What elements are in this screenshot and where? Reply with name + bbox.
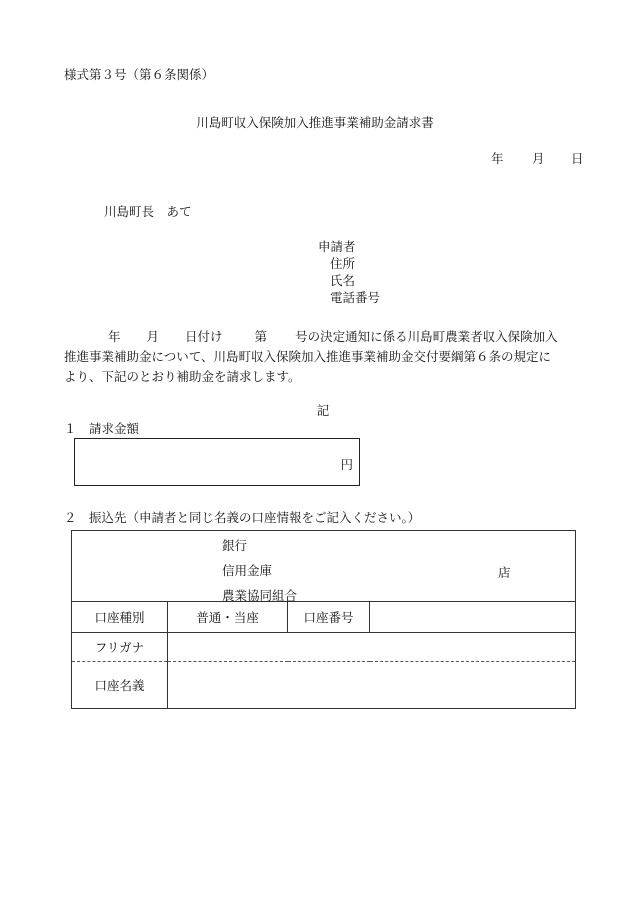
- account-type-value[interactable]: 普通・当座: [168, 602, 288, 633]
- applicant-block: [318, 238, 380, 306]
- bank-option-bank: 銀行: [222, 538, 248, 553]
- furigana-label: フリガナ: [72, 633, 168, 662]
- section1-heading: １ 請求金額: [64, 421, 140, 436]
- account-name-field[interactable]: [168, 662, 576, 709]
- applicant-label: 申請者: [318, 239, 356, 254]
- applicant-phone-label: 電話番号: [330, 290, 381, 305]
- bank-account-table: [71, 530, 576, 709]
- body-line-2: 推進事業補助金について、川島町収入保険加入推進事業補助金交付要綱第６条の規定に: [64, 349, 552, 364]
- bank-option-ja: 農業協同組合: [222, 588, 298, 603]
- account-number-label: 口座番号: [288, 602, 370, 633]
- body-number-prefix: 第: [254, 329, 268, 344]
- branch-label: 店: [498, 565, 511, 580]
- request-body: [64, 327, 584, 387]
- applicant-name-label: 氏名: [330, 273, 356, 288]
- section2-heading: ２ 振込先（申請者と同じ名義の口座情報をご記入ください。）: [64, 510, 421, 525]
- account-name-label: 口座名義: [72, 662, 168, 709]
- ki-heading: 記: [316, 403, 330, 418]
- account-type-label: 口座種別: [72, 602, 168, 633]
- applicant-address-label: 住所: [330, 256, 356, 271]
- date-day: 日: [571, 151, 584, 166]
- yen-unit: 円: [340, 457, 353, 472]
- date-month: 月: [532, 151, 545, 166]
- date-year: 年: [491, 151, 504, 166]
- body-month: 月: [146, 329, 160, 344]
- amount-field[interactable]: [74, 438, 360, 486]
- body-line1-rest: 号の決定通知に係る川島町農業者収入保険加入: [295, 329, 558, 344]
- addressee: 川島町長 あて: [104, 204, 192, 219]
- body-line-1: [64, 327, 584, 347]
- body-date-suffix: 日付け: [185, 329, 223, 344]
- body-line-3: より、下記のとおり補助金を請求します。: [64, 369, 301, 384]
- form-number: 様式第３号（第６条関係）: [64, 67, 215, 82]
- account-number-field[interactable]: [370, 602, 576, 633]
- bank-option-shinkin: 信用金庫: [222, 563, 273, 578]
- body-year: 年: [108, 329, 121, 344]
- furigana-field[interactable]: [168, 633, 576, 662]
- bank-name-field[interactable]: [72, 531, 576, 602]
- document-title: 川島町収入保険加入推進事業補助金請求書: [196, 115, 434, 130]
